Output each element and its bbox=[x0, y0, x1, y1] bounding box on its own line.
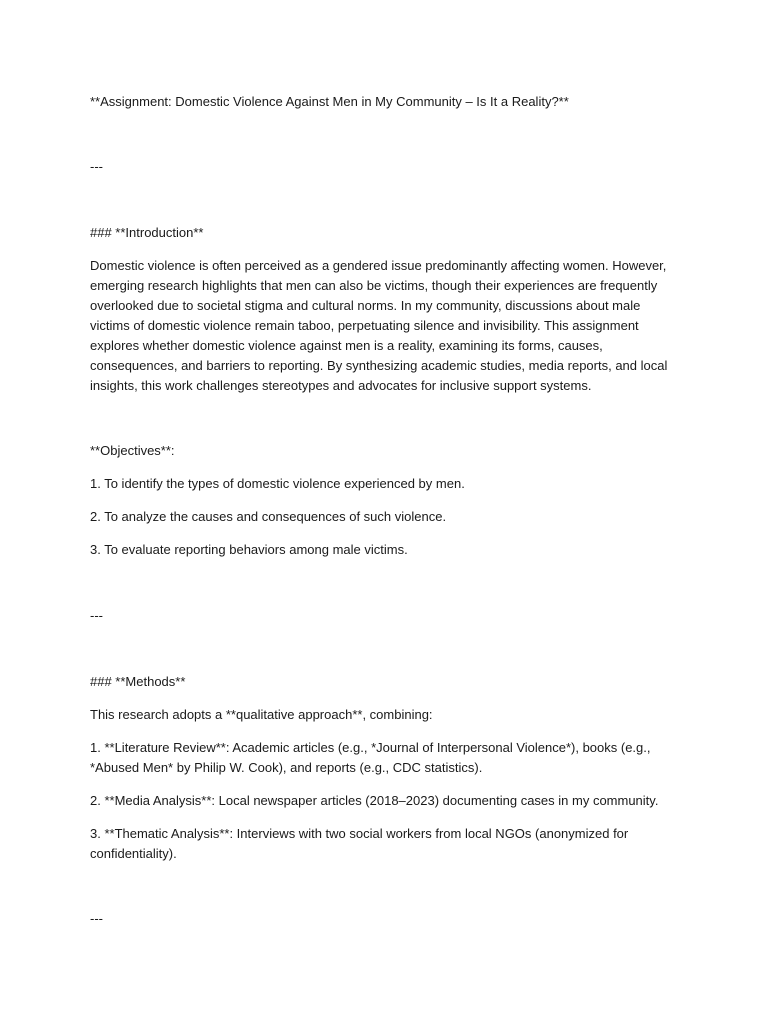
methods-heading: ### **Methods** bbox=[90, 674, 186, 689]
document-title: **Assignment: Domestic Violence Against Men in My Community – Is It a Reality?** bbox=[90, 94, 569, 109]
objectives-heading: **Objectives**: bbox=[90, 443, 175, 458]
objective-item: 3. To evaluate reporting behaviors among male victims. bbox=[90, 542, 408, 557]
introduction-paragraph: Domestic violence is often perceived as a gendered issue predominantly affecting women. However, emerging research highlights that men can also be victims, though their experiences are frequently overlooked due to societal stigma and cultural norms. In my community, discussions about male victims of domestic violence remain taboo, perpetuating silence and invisibility. This assignment explores whether domestic violence against men is a reality, examining its forms, causes, consequences, and barriers to reporting. By synthesizing academic studies, media reports, and local insights, this work challenges stereotypes and advocates for inclusive support systems. bbox=[90, 258, 671, 393]
introduction-heading: ### **Introduction** bbox=[90, 225, 204, 240]
method-item: 3. **Thematic Analysis**: Interviews with two social workers from local NGOs (anonymized for confidentiality). bbox=[90, 826, 632, 861]
objective-item: 1. To identify the types of domestic violence experienced by men. bbox=[90, 476, 465, 491]
separator: --- bbox=[90, 911, 103, 926]
objective-item: 2. To analyze the causes and consequences of such violence. bbox=[90, 509, 447, 524]
method-item: 1. **Literature Review**: Academic articles (e.g., *Journal of Interpersonal Violence*), books (e.g., *Abused Men* by Philip W. Cook), and reports (e.g., CDC statistics). bbox=[90, 740, 655, 775]
methods-intro: This research adopts a **qualitative approach**, combining: bbox=[90, 707, 433, 722]
separator: --- bbox=[90, 159, 103, 174]
document-page bbox=[90, 0, 680, 1024]
separator: --- bbox=[90, 608, 103, 623]
method-item: 2. **Media Analysis**: Local newspaper articles (2018–2023) documenting cases in my community. bbox=[90, 793, 659, 808]
